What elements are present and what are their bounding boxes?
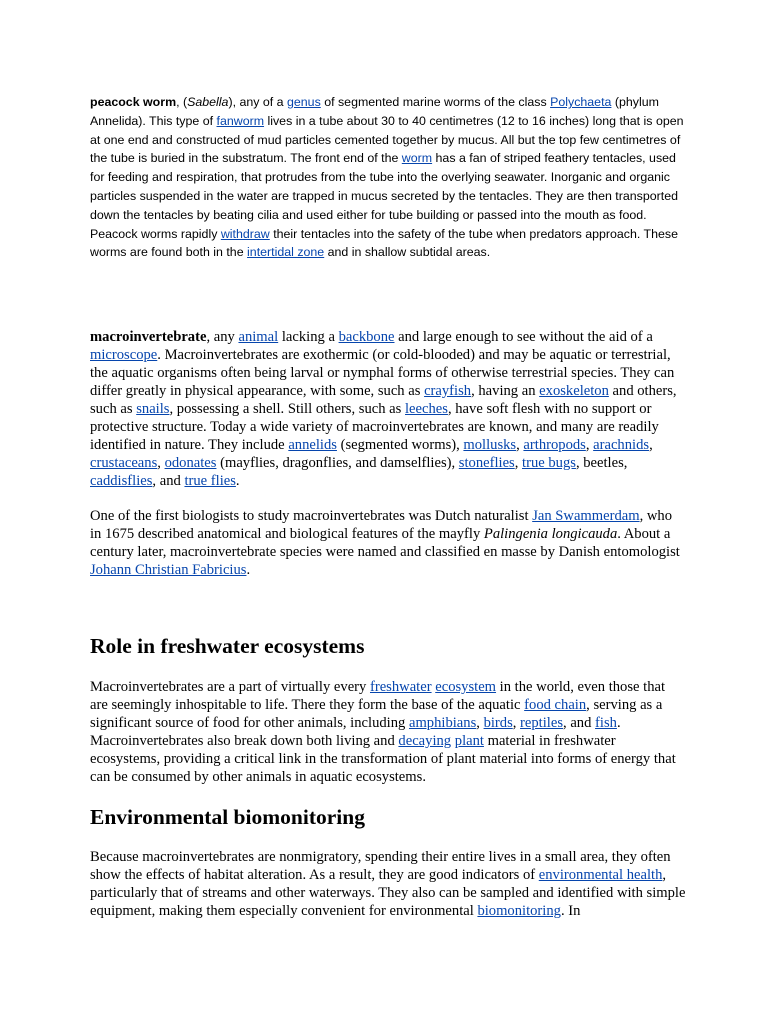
link-intertidal-zone[interactable]: intertidal zone [247,245,325,260]
link-odonates[interactable]: odonates [164,455,217,471]
link-backbone[interactable]: backbone [338,329,395,345]
link-true-flies[interactable]: true flies [184,473,236,489]
link-leeches[interactable]: leeches [405,401,448,417]
link-animal[interactable]: animal [238,329,279,345]
paragraph-role-freshwater: Macroinvertebrates are a part of virtually every freshwater ecosystem in the world, even those that are seemingly inhospitable to life. There they form the base of the aquatic food chain, serving as a significant source of food for other animals, including amphibians, birds, reptiles, and fish. Macroinvertebrates also break down both living and decaying plant material in freshwater ecosystems, providing a critical link in the transformation of plant material into forms of energy that can be consumed by other animals in aquatic ecosystems. [90,679,676,785]
link-crayfish[interactable]: crayfish [424,383,472,399]
species-name: Palingenia longicauda [483,526,618,542]
link-polychaeta[interactable]: Polychaeta [550,95,612,109]
link-stoneflies[interactable]: stoneflies [458,455,515,471]
link-withdraw[interactable]: withdraw [220,226,270,241]
link-annelids[interactable]: annelids [288,437,337,453]
link-decaying[interactable]: decaying [398,733,452,749]
link-caddisflies[interactable]: caddisflies [90,473,153,489]
link-freshwater[interactable]: freshwater [369,679,432,695]
paragraph-macroinvertebrate: macroinvertebrate, any animal lacking a backbone and large enough to see without the aid of a microscope. Macroinvertebrates are exothermic (or cold-blooded) and may be aquatic or terrestrial, the aquatic organisms often being larval or nymphal forms of otherwise terrestrial species. They can differ greatly in physical appearance, with some, such as crayfish, having an exoskeleton and others, such as snails, possessing a shell. Still others, such as leeches, have soft flesh with no support or protective structure. Today a wide variety of macroinvertebrates are known, and many are readily identified in nature. They include annelids (segmented worms), mollusks, arthropods, arachnids, crustaceans, odonates (mayflies, dragonflies, and damselflies), stoneflies, true bugs, beetles, caddisflies, and true flies. [90,329,677,489]
link-mollusks[interactable]: mollusks [463,437,517,453]
link-microscope[interactable]: microscope [90,347,158,363]
link-worm[interactable]: worm [401,151,433,166]
link-ecosystem[interactable]: ecosystem [435,679,497,695]
link-johann-christian-fabricius[interactable]: Johann Christian Fabricius [90,562,247,578]
term-macroinvertebrate: macroinvertebrate [90,329,207,345]
link-fish[interactable]: fish [595,715,617,731]
heading-environmental-biomonitoring: Environmental biomonitoring [90,805,365,829]
link-exoskeleton[interactable]: exoskeleton [539,383,609,399]
link-arthropods[interactable]: arthropods [523,437,586,453]
link-arachnids[interactable]: arachnids [593,437,650,453]
link-amphibians[interactable]: amphibians [408,715,477,731]
link-food-chain[interactable]: food chain [524,697,587,713]
heading-role-freshwater: Role in freshwater ecosystems [90,634,365,658]
paragraph-biomonitoring: Because macroinvertebrates are nonmigratory, spending their entire lives in a small area, they often show the effects of habitat alteration. As a result, they are good indicators of environmental health, particularly that of streams and other waterways. They also can be sampled and identified with simple equipment, making them especially convenient for environmental biomonitoring. In [90,849,686,919]
link-birds[interactable]: birds [483,715,513,731]
term-peacock-worm: peacock worm [90,95,177,109]
link-fanworm[interactable]: fanworm [216,113,265,128]
link-crustaceans[interactable]: crustaceans [90,455,158,471]
link-jan-swammerdam[interactable]: Jan Swammerdam [532,508,640,524]
link-genus[interactable]: genus [287,95,321,109]
link-biomonitoring[interactable]: biomonitoring [477,903,561,919]
link-snails[interactable]: snails [136,401,170,417]
paragraph-peacock-worm: peacock worm, (Sabella), any of a genus of segmented marine worms of the class Polychaeta (phylum Annelida). This type of fanworm lives in a tube about 30 to 40 centimetres (12 to 16 inches) long that is open at one end and constructed of mud particles cemented together by mucus. All but the top few centimetres of the tube is buried in the substratum. The front end of the worm has a fan of striped feathery tentacles, used for feeding and respiration, that protrudes from the tube into the overlying seawater. Inorganic and organic particles suspended in the water are trapped in mucus secreted by the tentacles. They are then transported down the tentacles by beating cilia and used either for tube building or passed into the mouth as food. Peacock worms rapidly withdraw their tentacles into the safety of the tube when predators approach. These worms are found both in the intertidal zone and in shallow subtidal areas. [90,95,684,260]
genus-name: Sabella [187,95,229,109]
link-reptiles[interactable]: reptiles [520,715,564,731]
link-environmental-health[interactable]: environmental health [538,867,663,883]
link-true-bugs[interactable]: true bugs [522,455,576,471]
paragraph-history: One of the first biologists to study macroinvertebrates was Dutch naturalist Jan Swammerdam, who in 1675 described anatomical and biological features of the mayfly Palingenia longicauda. About a century later, macroinvertebrate species were named and classified en masse by Danish entomologist Johann Christian Fabricius. [90,508,680,578]
link-plant[interactable]: plant [454,733,484,749]
